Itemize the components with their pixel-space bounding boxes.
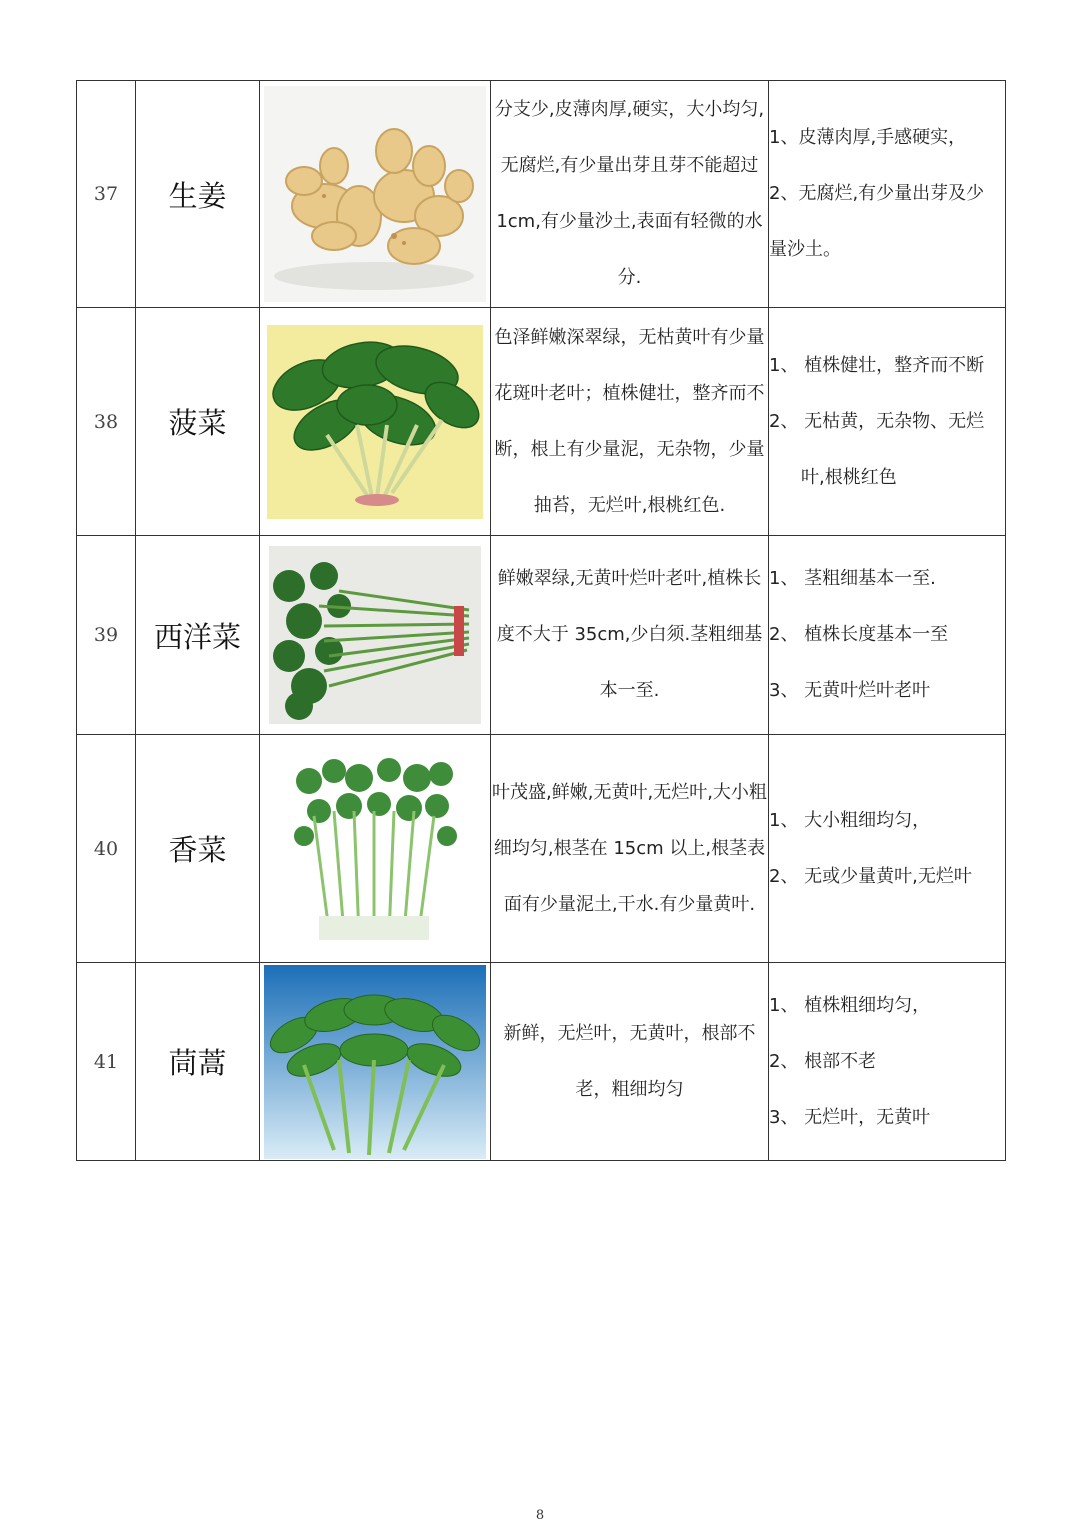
table-row bbox=[77, 308, 1006, 536]
item-standard bbox=[769, 963, 1006, 1161]
item-standard bbox=[769, 735, 1006, 963]
spinach-photo bbox=[267, 325, 483, 519]
item-description: 鲜嫩翠绿,无黄叶烂叶老叶,植株长度不大于 35cm,少白须.茎粗细基本一至. bbox=[491, 536, 769, 735]
item-image-cell bbox=[260, 536, 491, 735]
item-name: 生姜 bbox=[136, 81, 260, 308]
standard-line: 1、 大小粗细均匀， bbox=[769, 809, 931, 831]
item-image-cell bbox=[260, 308, 491, 536]
item-image-cell bbox=[260, 81, 491, 308]
item-number: 41 bbox=[77, 963, 136, 1161]
item-image-cell bbox=[260, 735, 491, 963]
standard-line: 2、 根部不老 bbox=[769, 1050, 877, 1072]
table-row bbox=[77, 963, 1006, 1161]
item-number: 37 bbox=[77, 81, 136, 308]
table-row bbox=[77, 735, 1006, 963]
standard-line: 1、 茎粗细基本一至. bbox=[769, 568, 936, 589]
ginger-photo bbox=[264, 86, 486, 302]
standard-line: 2、 植株长度基本一至 bbox=[769, 624, 949, 645]
item-name: 茼蒿 bbox=[136, 963, 260, 1161]
standard-line: 2、无腐烂,有少量出芽及少 bbox=[769, 183, 985, 204]
standard-line: 1、 植株粗细均匀， bbox=[769, 994, 931, 1016]
item-image-cell bbox=[260, 963, 491, 1161]
table-row bbox=[77, 536, 1006, 735]
standard-line: 3、 无烂叶，无黄叶 bbox=[769, 1106, 931, 1128]
standard-line: 2、 无枯黄，无杂物、无烂 bbox=[769, 410, 985, 432]
standard-line: 2、 无或少量黄叶,无烂叶 bbox=[769, 865, 972, 887]
standard-line: 1、 植株健壮，整齐而不断 bbox=[769, 354, 985, 376]
item-description: 新鲜，无烂叶，无黄叶，根部不老，粗细均匀 bbox=[491, 963, 769, 1161]
garland-chrysanthemum-photo bbox=[264, 965, 486, 1159]
standard-line: 1、皮薄肉厚,手感硬实， bbox=[769, 127, 967, 148]
item-number: 40 bbox=[77, 735, 136, 963]
page-number: 8 bbox=[535, 1508, 545, 1523]
standard-line: 3、 无黄叶烂叶老叶 bbox=[769, 680, 931, 701]
item-name: 香菜 bbox=[136, 735, 260, 963]
item-name: 西洋菜 bbox=[136, 536, 260, 735]
item-standard bbox=[769, 81, 1006, 308]
item-description: 分支少,皮薄肉厚,硬实，大小均匀,无腐烂,有少量出芽且芽不能超过 1cm,有少量沙土,表面有轻微的水分. bbox=[491, 81, 769, 308]
item-description: 叶茂盛,鲜嫩,无黄叶,无烂叶,大小粗细均匀,根茎在 15cm 以上,根茎表面有少量泥土,干水.有少量黄叶. bbox=[491, 735, 769, 963]
table-row bbox=[77, 81, 1006, 308]
item-number: 38 bbox=[77, 308, 136, 536]
item-number: 39 bbox=[77, 536, 136, 735]
item-standard bbox=[769, 308, 1006, 536]
coriander-photo bbox=[289, 756, 461, 942]
vegetable-spec-table bbox=[76, 80, 1006, 1161]
item-description: 色泽鲜嫩深翠绿，无枯黄叶有少量花斑叶老叶；植株健壮，整齐而不断，根上有少量泥，无杂物，少量抽苔，无烂叶,根桃红色. bbox=[491, 308, 769, 536]
standard-line: 量沙土。 bbox=[769, 239, 841, 260]
watercress-photo bbox=[269, 546, 481, 724]
item-name: 菠菜 bbox=[136, 308, 260, 536]
standard-line: 叶,根桃红色 bbox=[801, 466, 897, 488]
item-standard bbox=[769, 536, 1006, 735]
